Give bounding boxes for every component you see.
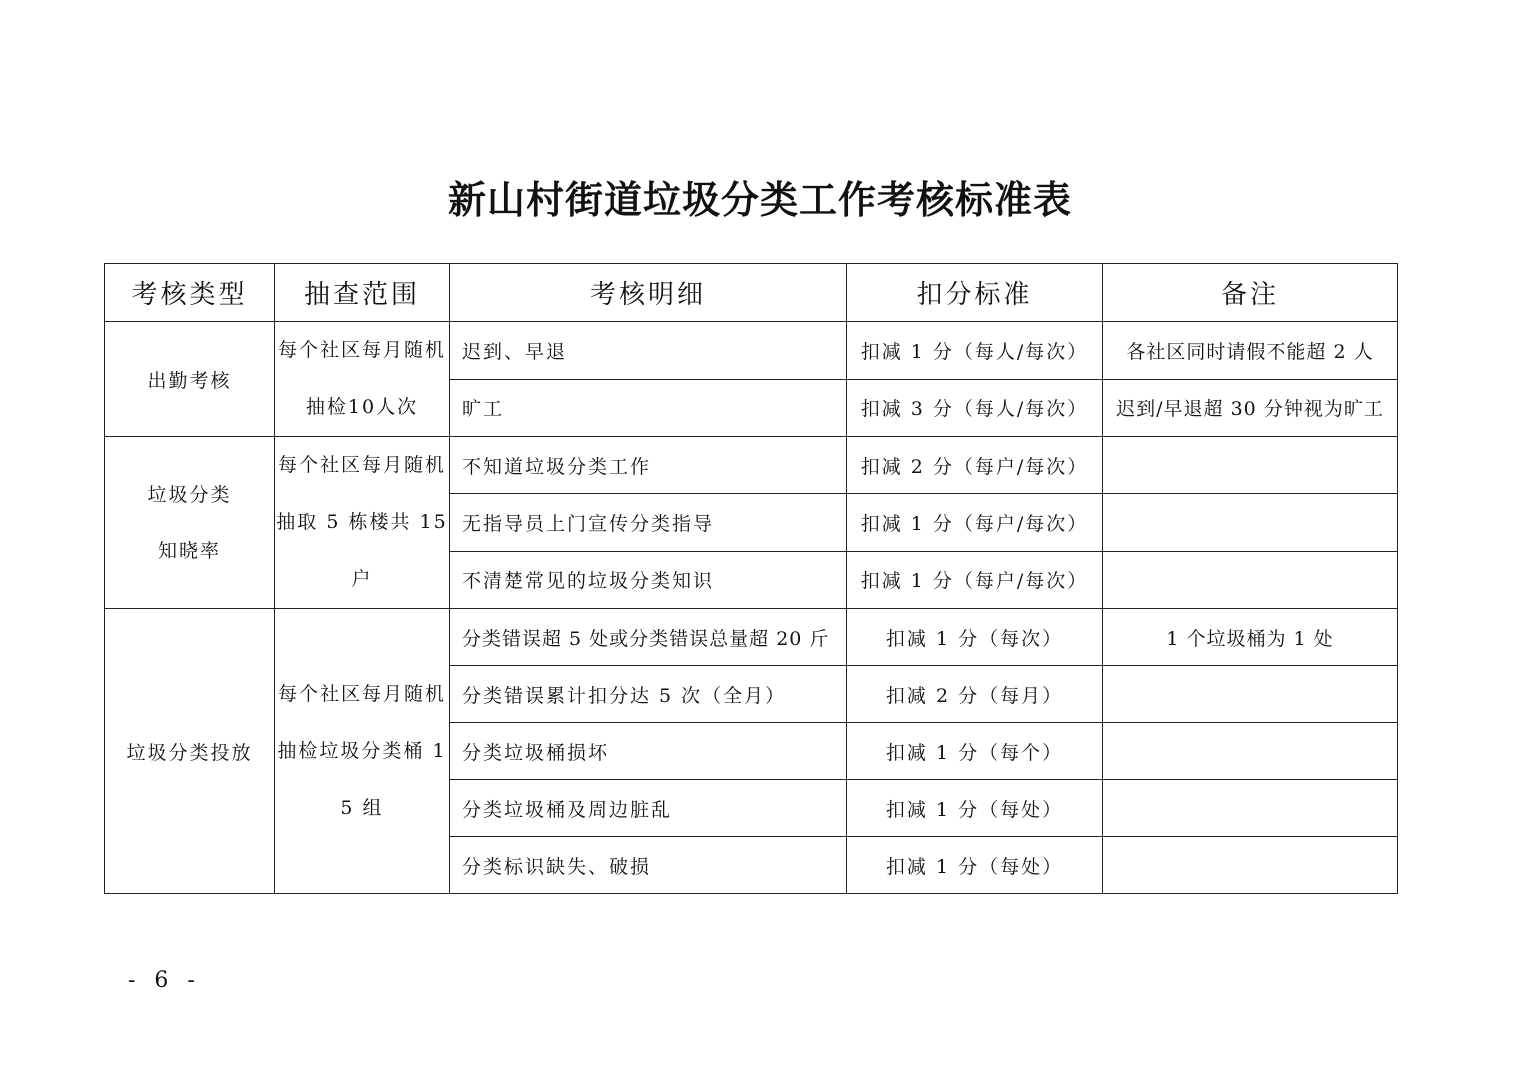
header-cell-type: 考核类型 <box>105 264 275 322</box>
detail-cell: 分类垃圾桶及周边脏乱 <box>450 780 847 837</box>
deduction-cell: 扣减 2 分（每月） <box>847 666 1103 723</box>
deduction-cell: 扣减 1 分（每户/每次） <box>847 494 1103 551</box>
header-cell-note: 备注 <box>1103 264 1398 322</box>
note-cell: 1 个垃圾桶为 1 处 <box>1103 609 1398 666</box>
scope-cell: 每个社区每月随机抽检10人次 <box>275 322 450 437</box>
page-number: - 6 - <box>128 968 201 993</box>
deduction-cell: 扣减 2 分（每户/每次） <box>847 437 1103 494</box>
header-cell-detail: 考核明细 <box>450 264 847 322</box>
table-header-row <box>105 264 1398 322</box>
deduction-cell: 扣减 1 分（每个） <box>847 723 1103 780</box>
note-cell <box>1103 723 1398 780</box>
assessment-type-cell <box>105 609 275 894</box>
assessment-type-label: 出勤考核 <box>147 369 232 392</box>
deduction-cell: 扣减 1 分（每人/每次） <box>847 322 1103 380</box>
assessment-standard-table <box>104 263 1398 894</box>
detail-cell: 不知道垃圾分类工作 <box>450 437 847 494</box>
header-cell-deduction: 扣分标准 <box>847 264 1103 322</box>
detail-cell: 分类错误超 5 处或分类错误总量超 20 斤 <box>450 609 847 666</box>
assessment-type-cell <box>105 437 275 609</box>
scope-cell: 每个社区每月随机抽检垃圾分类桶 15 组 <box>275 609 450 894</box>
detail-cell: 不清楚常见的垃圾分类知识 <box>450 551 847 608</box>
note-cell <box>1103 837 1398 894</box>
deduction-cell: 扣减 1 分（每户/每次） <box>847 551 1103 608</box>
assessment-type-cell <box>105 322 275 437</box>
deduction-cell: 扣减 1 分（每处） <box>847 780 1103 837</box>
note-cell <box>1103 780 1398 837</box>
note-cell <box>1103 666 1398 723</box>
table-row <box>105 322 1398 380</box>
table-row <box>105 437 1398 494</box>
header-cell-scope: 抽查范围 <box>275 264 450 322</box>
table-row <box>105 609 1398 666</box>
note-cell <box>1103 494 1398 551</box>
note-cell: 迟到/早退超 30 分钟视为旷工 <box>1103 379 1398 437</box>
assessment-type-label: 知晓率 <box>157 539 221 562</box>
detail-cell: 无指导员上门宣传分类指导 <box>450 494 847 551</box>
assessment-type-label: 垃圾分类投放 <box>126 741 253 764</box>
detail-cell: 分类标识缺失、破损 <box>450 837 847 894</box>
scope-cell: 每个社区每月随机抽取 5 栋楼共 15 户 <box>275 437 450 609</box>
detail-cell: 分类错误累计扣分达 5 次（全月） <box>450 666 847 723</box>
deduction-cell: 扣减 1 分（每处） <box>847 837 1103 894</box>
detail-cell: 迟到、早退 <box>450 322 847 380</box>
assessment-type-label: 垃圾分类 <box>147 483 232 506</box>
note-cell <box>1103 437 1398 494</box>
detail-cell: 旷工 <box>450 379 847 437</box>
note-cell: 各社区同时请假不能超 2 人 <box>1103 322 1398 380</box>
detail-cell: 分类垃圾桶损坏 <box>450 723 847 780</box>
note-cell <box>1103 551 1398 608</box>
deduction-cell: 扣减 3 分（每人/每次） <box>847 379 1103 437</box>
document-title: 新山村街道垃圾分类工作考核标准表 <box>447 177 1072 222</box>
deduction-cell: 扣减 1 分（每次） <box>847 609 1103 666</box>
